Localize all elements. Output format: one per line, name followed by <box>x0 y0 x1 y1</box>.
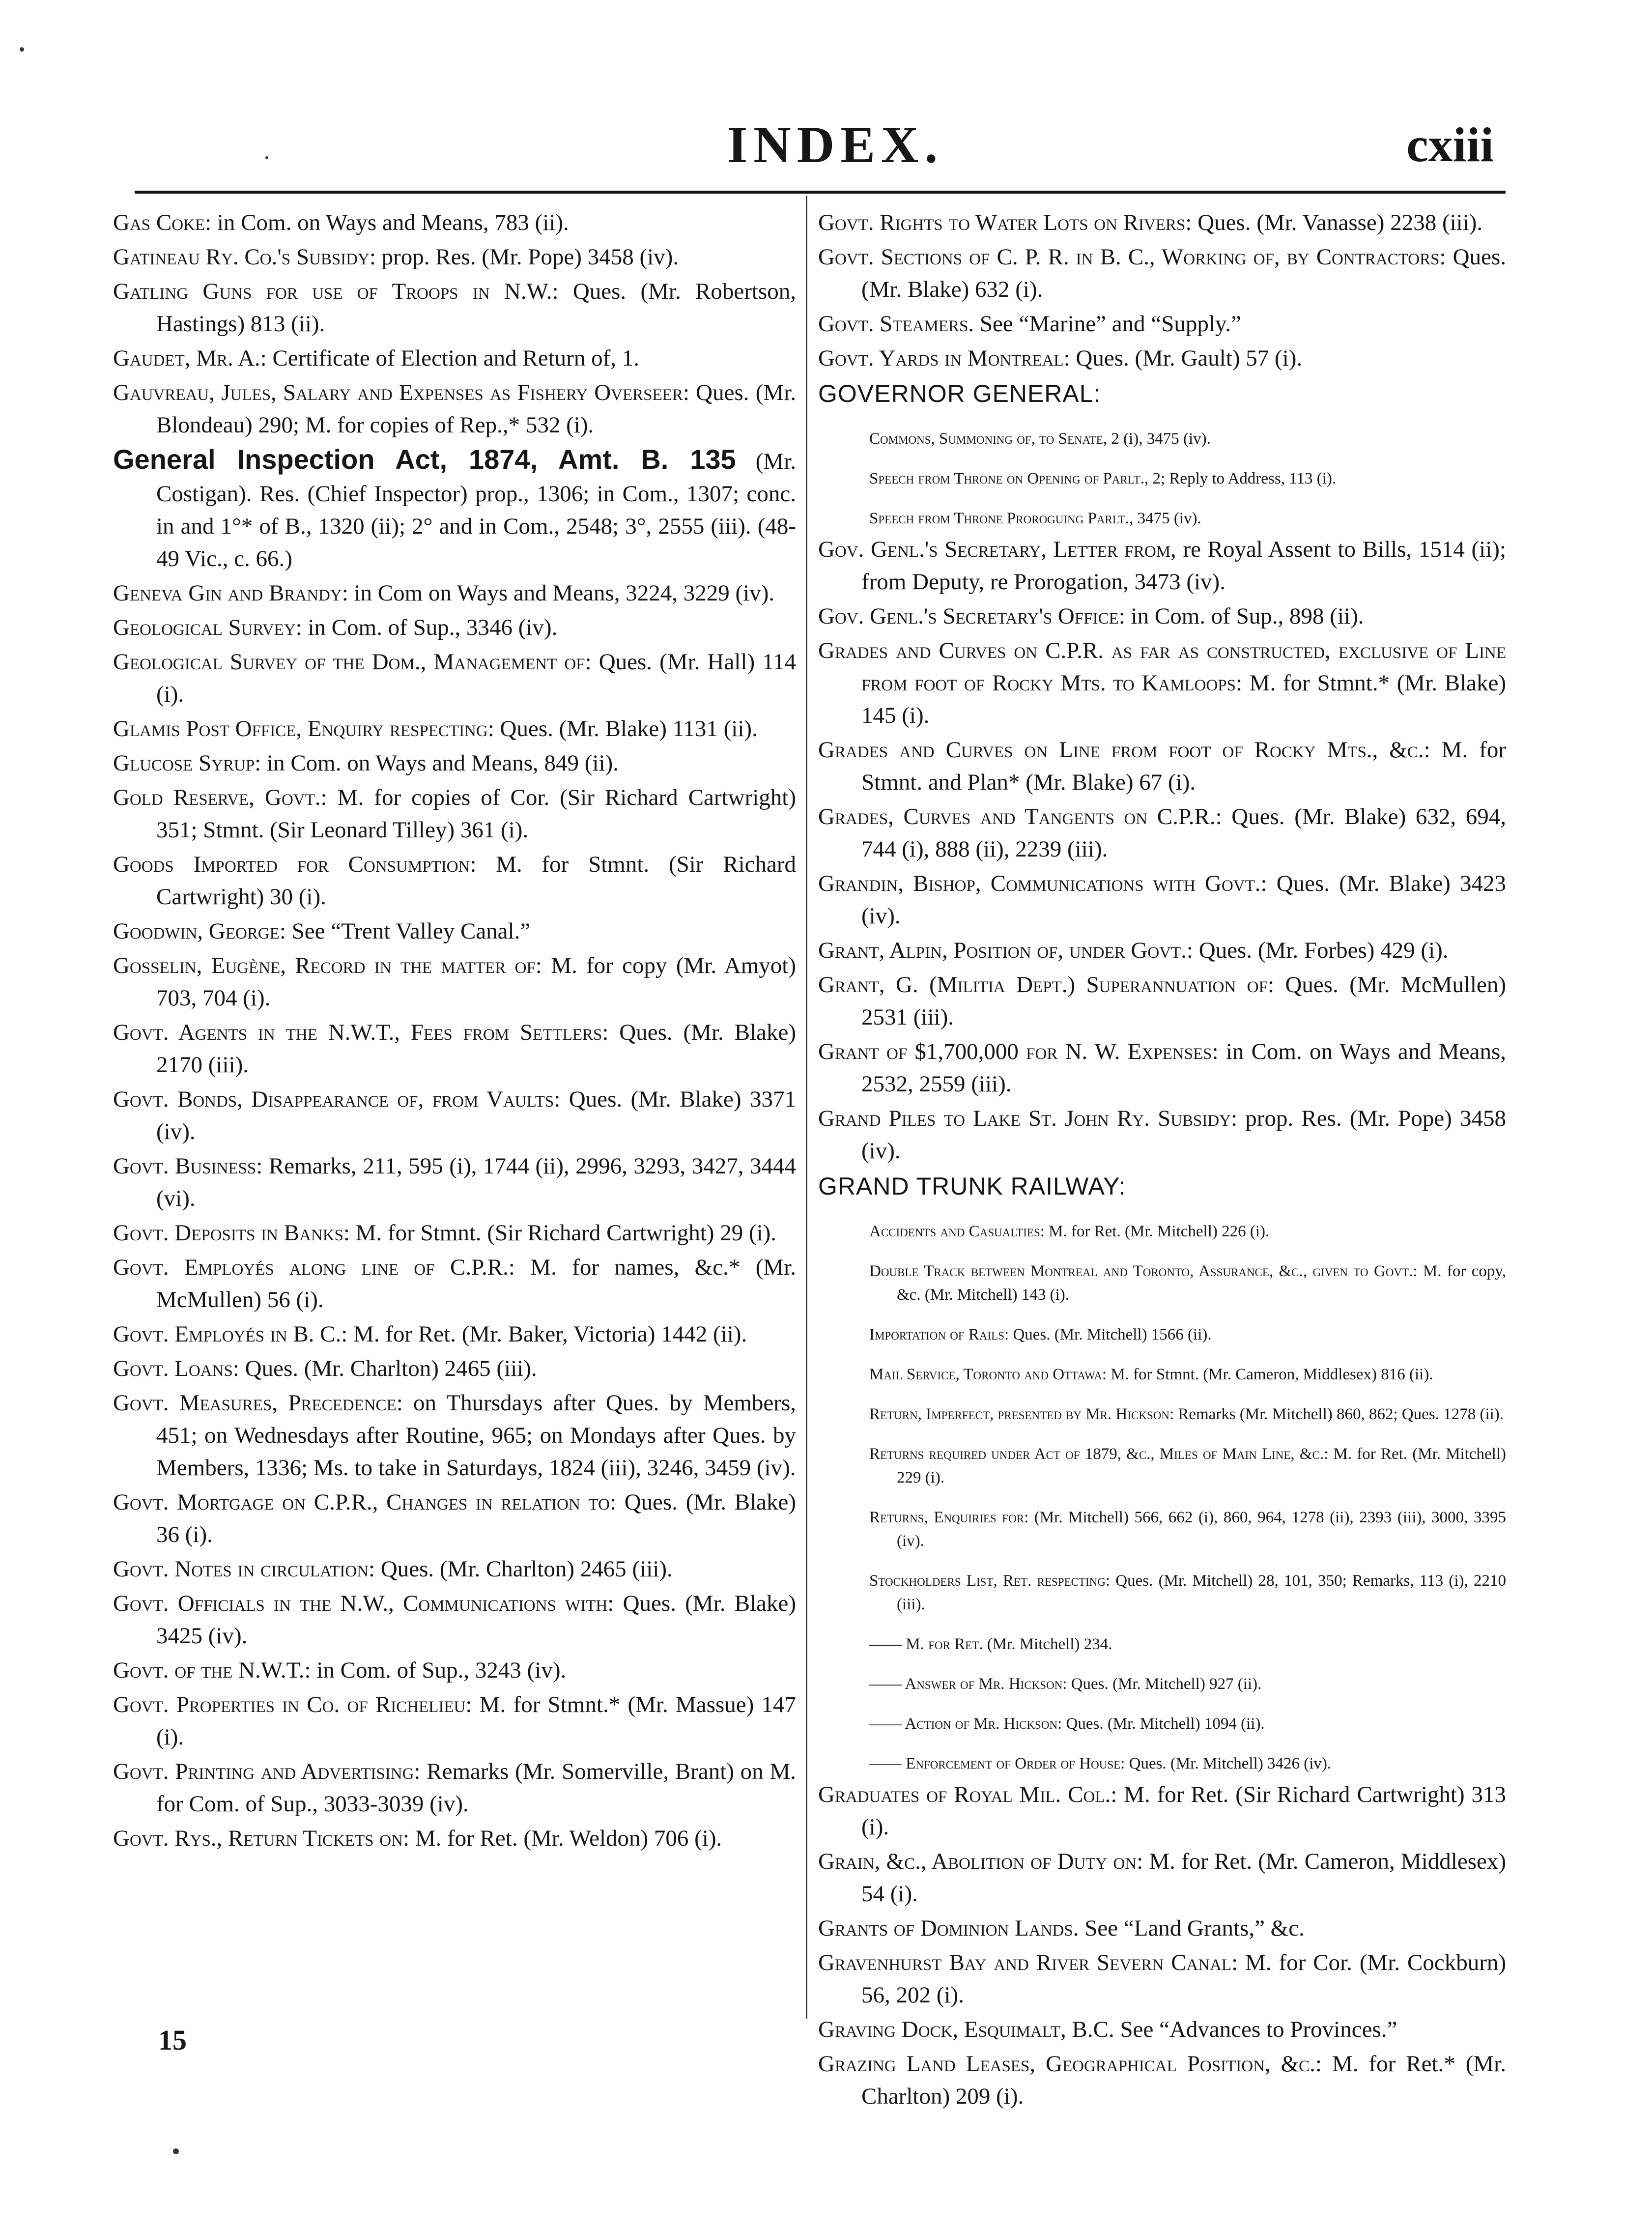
entry-heading: Gravenhurst Bay and River Severn Canal: <box>818 1950 1238 1975</box>
index-entry <box>818 1912 1506 1944</box>
index-entry <box>113 1755 796 1820</box>
entry-heading: Grades, Curves and Tangents on C.P.R.: <box>818 804 1222 829</box>
entry-references: M. for Stmnt.* (Mr. Blake) 145 (i). <box>861 670 1506 728</box>
index-entry <box>113 1251 796 1316</box>
index-entry <box>113 1587 796 1652</box>
index-entry <box>113 1486 796 1551</box>
entry-references: See “Trent Valley Canal.” <box>285 918 531 944</box>
index-entry <box>113 1553 796 1585</box>
entry-references: M. for Stmnt. and Plan* (Mr. Blake) 67 (i). <box>861 737 1507 795</box>
entry-references: prop. Res. (Mr. Pope) 3458 (iv). <box>375 244 679 270</box>
entry-heading: Gatling Guns for use of Troops in N.W.: <box>113 279 559 304</box>
signature-mark: 15 <box>158 2024 187 2056</box>
index-entry <box>113 713 796 745</box>
index-entry <box>113 1016 796 1081</box>
index-subentry <box>823 1506 1506 1553</box>
column-divider <box>806 196 807 2019</box>
entry-references: M. for copies of Cor. (Sir Richard Cartwright) 351; Stmnt. (Sir Leonard Tilley) 361 (i). <box>156 785 796 843</box>
index-entry <box>818 533 1506 598</box>
right-column <box>818 206 1506 2114</box>
governor-general-section <box>818 376 1506 530</box>
entry-references: (Mr. Mitchell) 566, 662 (i), 860, 964, 1278 (ii), 2393 (iii), 3000, 3395 (iv). <box>897 1509 1506 1550</box>
index-subentry <box>823 1220 1506 1243</box>
entry-heading: Returns required under Act of 1879, &c., Miles of Main Line, &c.: <box>869 1445 1329 1463</box>
entry-references: Ques. (Mr. Vanasse) 2238 (iii). <box>1192 210 1483 235</box>
entry-references: re Royal Assent to Bills, 1514 (ii); from Deputy, re Prorogation, 3473 (iv). <box>861 537 1507 595</box>
entry-references: Ques. (Mr. Robertson, Hastings) 813 (ii). <box>156 279 796 337</box>
entry-references: See “Advances to Provinces.” <box>1114 2017 1397 2042</box>
index-subentry <box>823 1323 1506 1346</box>
index-entry <box>818 934 1506 967</box>
section-heading: GRAND TRUNK RAILWAY: <box>818 1172 1126 1200</box>
index-entry <box>818 241 1506 306</box>
entry-heading: Grant, Alpin, Position of, under Govt.: <box>818 938 1193 963</box>
index-subentry <box>823 1712 1506 1736</box>
entry-references: Ques. (Mr. Mitchell) 1566 (ii). <box>1009 1326 1212 1343</box>
index-entry <box>113 611 796 644</box>
index-subentry <box>823 1752 1506 1775</box>
index-entry <box>818 1102 1506 1167</box>
entry-references: Ques. (Mr. Mitchell) 1094 (ii). <box>1062 1715 1265 1733</box>
entry-heading: Glamis Post Office, Enquiry respecting: <box>113 716 494 742</box>
entry-references: on Thursdays after Ques. by Members, 451; on Wednesdays after Routine, 965; on Mondays after Ques. by Members, 1336; Ms. to take in Saturdays, 1824 (iii), 3246, 3459 (iv). <box>156 1390 796 1481</box>
right-entries-bottom <box>818 1778 1506 2113</box>
entry-references: Ques. (Mr. Blake) 36 (i). <box>156 1489 797 1547</box>
entry-heading: Govt. Employés in B. C.: <box>113 1321 348 1347</box>
entry-heading: Govt. of the N.W.T.: <box>113 1657 311 1683</box>
entry-heading: Govt. Deposits in Banks: <box>113 1220 350 1246</box>
entry-references: Ques. (Mr. McMullen) 2531 (iii). <box>861 972 1506 1030</box>
page-number: cxiii <box>1406 117 1494 172</box>
entry-heading: Grades and Curves on Line from foot of Rocky Mts., &c.: <box>818 737 1430 763</box>
entry-references: Ques. (Mr. Blake) 3371 (iv). <box>156 1086 796 1144</box>
entry-heading: Govt. Employés along line of C.P.R.: <box>113 1255 515 1280</box>
index-entry <box>113 1352 796 1385</box>
index-entry <box>113 848 796 913</box>
entry-heading: Grant of $1,700,000 for N. W. Expenses: <box>818 1039 1219 1064</box>
entry-heading: Commons, Summoning of, to Senate, <box>869 430 1108 448</box>
entry-references: Ques. (Mr. Blake) 632, 694, 744 (i), 888 (ii), 2239 (iii). <box>861 804 1506 862</box>
entry-references: M. for Ret. (Mr. Mitchell) 226 (i). <box>1044 1223 1270 1240</box>
entry-references: Ques. (Mr. Mitchell) 28, 101, 350; Remarks, 113 (i), 2210 (iii). <box>897 1572 1506 1613</box>
entry-heading: Gas Coke: <box>113 210 212 235</box>
entry-references: in Com. of Sup., 3346 (iv). <box>302 615 558 640</box>
entry-references: Ques. (Mr. Mitchell) 3426 (iv). <box>1125 1755 1332 1772</box>
index-entry <box>818 1946 1506 2011</box>
entry-heading: Double Track between Montreal and Toronto, Assurance, &c., given to Govt.: <box>869 1262 1418 1280</box>
entry-references: Ques. (Mr. Gault) 57 (i). <box>1070 345 1303 371</box>
index-entry <box>113 646 796 711</box>
entry-references: M. for Stmnt. (Sir Richard Cartwright) 30 (i). <box>156 852 797 910</box>
section-heading: GOVERNOR GENERAL: <box>818 380 1101 407</box>
index-entry <box>113 1387 796 1484</box>
index-entry <box>818 634 1506 732</box>
entry-references: M. for Ret. (Mr. Cameron, Middlesex) 54 (i). <box>861 1849 1506 1907</box>
entry-heading: Mail Service, Toronto and Ottawa: <box>869 1366 1107 1383</box>
entry-references: prop. Res. (Mr. Pope) 3458 (iv). <box>861 1106 1506 1164</box>
entry-heading: Govt. Yards in Montreal: <box>818 345 1070 371</box>
index-entry <box>113 206 796 239</box>
entry-references: Ques. (Mr. Blake) 632 (i). <box>861 244 1507 302</box>
entry-references: (Mr. Mitchell) 234. <box>983 1635 1112 1653</box>
entry-heading: Grain, &c., Abolition of Duty on: <box>818 1849 1143 1874</box>
entry-references: 3475 (iv). <box>1133 510 1201 527</box>
entry-references: M. for copy, &c. (Mr. Mitchell) 143 (i). <box>897 1262 1506 1304</box>
entry-heading: Glucose Syrup: <box>113 750 261 776</box>
index-entry <box>113 1688 796 1753</box>
entry-heading: —— Enforcement of Order of House: <box>869 1755 1125 1772</box>
entry-references: Ques. (Mr. Blake) 1131 (ii). <box>494 716 758 742</box>
index-entry <box>113 376 796 441</box>
page-title: INDEX. <box>727 116 944 173</box>
entry-heading: Graving Dock, Esquimalt, B.C. <box>818 2017 1114 2042</box>
entry-references: M. for copy (Mr. Amyot) 703, 704 (i). <box>156 953 796 1011</box>
index-entry <box>113 747 796 779</box>
entry-references: Remarks (Mr. Mitchell) 860, 862; Ques. 1278 (ii). <box>1174 1405 1504 1423</box>
entry-heading: Govt. Agents in the N.W.T., Fees from Settlers: <box>113 1020 609 1045</box>
index-subentry <box>823 467 1506 490</box>
entry-references: in Com. on Ways and Means, 783 (ii). <box>211 210 569 235</box>
entry-references: M. for Cor. (Mr. Cockburn) 56, 202 (i). <box>861 1950 1506 2008</box>
index-subentry <box>823 427 1506 451</box>
speck-mark <box>20 47 24 52</box>
speck-mark <box>173 2148 179 2154</box>
entry-heading: Geneva Gin and Brandy: <box>113 580 348 606</box>
entry-heading: Govt. Measures, Precedence: <box>113 1390 403 1416</box>
index-entry <box>113 275 796 340</box>
entry-references: in Com. of Sup., 898 (ii). <box>1125 603 1364 629</box>
index-subentry <box>823 1442 1506 1489</box>
entry-heading: —— Action of Mr. Hickson: <box>869 1715 1062 1733</box>
index-subentry <box>823 1569 1506 1616</box>
index-entry <box>113 577 796 609</box>
entry-heading: Accidents and Casualties: <box>869 1223 1045 1240</box>
entry-references: 2 (i), 3475 (iv). <box>1107 430 1211 448</box>
left-column <box>113 206 796 1857</box>
entry-heading: Speech from Throne on Opening of Parlt., <box>869 470 1149 487</box>
index-entry <box>113 915 796 947</box>
grand-trunk-subentries <box>818 1220 1506 1775</box>
index-subentry <box>823 507 1506 530</box>
entry-references: See “Land Grants,” &c. <box>1079 1915 1305 1941</box>
entry-references: Ques. (Mr. Blondeau) 290; M. for copies of Rep.,* 532 (i). <box>156 380 797 438</box>
entry-heading: General Inspection Act, 1874, Amt. B. 135 <box>113 444 736 475</box>
entry-heading: Govt. Printing and Advertising: <box>113 1759 421 1784</box>
entry-heading: Grant, G. (Militia Dept.) Superannuation of: <box>818 972 1275 998</box>
entry-heading: Govt. Bonds, Disappearance of, from Vaults: <box>113 1086 561 1112</box>
index-subentry <box>823 1402 1506 1426</box>
entry-references: Ques. (Mr. Mitchell) 927 (ii). <box>1067 1675 1262 1693</box>
entry-heading: Gatineau Ry. Co.'s Subsidy: <box>113 244 376 270</box>
index-entry <box>818 1778 1506 1843</box>
entry-heading: Grand Piles to Lake St. John Ry. Subsidy: <box>818 1106 1238 1131</box>
entry-heading: Speech from Throne Proroguing Parlt., <box>869 510 1134 527</box>
governor-general-subentries <box>818 427 1506 530</box>
index-entry <box>113 781 796 846</box>
entry-heading: Govt. Properties in Co. of Richelieu: <box>113 1692 472 1717</box>
entry-references: Ques. (Mr. Charlton) 2465 (iii). <box>375 1556 673 1582</box>
entry-heading: Returns, Enquiries for: <box>869 1509 1029 1526</box>
index-entry <box>818 969 1506 1033</box>
entry-heading: Grades and Curves on C.P.R. as far as constructed, exclusive of Line from foot of Rocky Mts. to Kamloops: <box>818 638 1506 696</box>
entry-references: Remarks (Mr. Somerville, Brant) on M. for Com. of Sup., 3033-3039 (iv). <box>156 1759 796 1817</box>
entry-heading: Gold Reserve, Govt.: <box>113 785 327 810</box>
entry-heading: Govt. Notes in circulation: <box>113 1556 375 1582</box>
entry-heading: Gov. Genl.'s Secretary's Office: <box>818 603 1125 629</box>
entry-heading: Govt. Sections of C. P. R. in B. C., Working of, by Contractors: <box>818 244 1446 270</box>
index-subentry <box>823 1632 1506 1656</box>
index-entry <box>818 308 1506 340</box>
entry-heading: Grazing Land Leases, Geographical Position, &c.: <box>818 2051 1322 2077</box>
entry-heading: Govt. Steamers. <box>818 311 974 337</box>
entry-references: in Com on Ways and Means, 3224, 3229 (iv). <box>348 580 775 606</box>
index-subentry <box>823 1363 1506 1386</box>
entry-heading: Govt. Mortgage on C.P.R., Changes in relation to: <box>113 1489 616 1515</box>
entry-heading: Govt. Rys., Return Tickets on: <box>113 1826 409 1851</box>
index-entry <box>113 1150 796 1215</box>
index-entry <box>818 1035 1506 1100</box>
entry-references: 2; Reply to Address, 113 (i). <box>1148 470 1337 487</box>
entry-references: Ques. (Mr. Blake) 3425 (iv). <box>156 1591 797 1649</box>
index-entry <box>818 342 1506 374</box>
entry-heading: Govt. Rights to Water Lots on Rivers: <box>818 210 1192 235</box>
index-entry <box>113 1217 796 1249</box>
entry-heading: Stockholders List, Ret. respecting: <box>869 1572 1111 1590</box>
index-entry <box>113 241 796 273</box>
entry-references: Ques. (Mr. Blake) 2170 (iii). <box>156 1020 796 1078</box>
entry-heading: Geological Survey of the Dom., Management of: <box>113 649 592 675</box>
entry-references: M. for names, &c.* (Mr. McMullen) 56 (i). <box>156 1255 796 1313</box>
entry-heading: Govt. Business: <box>113 1153 263 1179</box>
index-entry <box>113 342 796 374</box>
index-subentry <box>823 1259 1506 1307</box>
entry-references: (Mr. Costigan). Res. (Chief Inspector) prop., 1306; in Com., 1307; conc. in and 1°* of B., 1320 (ii); 2° and in Com., 2548; 3°, 2555 (iii). (48-49 Vic., c. 66.) <box>156 449 797 571</box>
entry-references: M. for Stmnt.* (Mr. Massue) 147 (i). <box>156 1692 796 1750</box>
index-entry <box>113 1654 796 1686</box>
entry-references: in Com. on Ways and Means, 849 (ii). <box>261 750 619 776</box>
entry-heading: Goods Imported for Consumption: <box>113 852 477 877</box>
entry-references: M. for Ret. (Mr. Baker, Victoria) 1442 (ii). <box>347 1321 747 1347</box>
entry-heading: Importation of Rails: <box>869 1326 1009 1343</box>
right-entries-mid <box>818 533 1506 1167</box>
entry-references: Remarks, 211, 595 (i), 1744 (ii), 2996, 3293, 3427, 3444 (vi). <box>156 1153 796 1211</box>
index-entry <box>818 2013 1506 2046</box>
right-entries-top <box>818 206 1506 374</box>
entry-references: Ques. (Mr. Hall) 114 (i). <box>156 649 797 707</box>
entry-references: M. for Ret. (Mr. Weldon) 706 (i). <box>409 1826 722 1851</box>
entry-references: M. for Ret. (Sir Richard Cartwright) 313 (i). <box>861 1782 1506 1840</box>
index-entry <box>113 1318 796 1350</box>
entry-references: in Com. of Sup., 3243 (iv). <box>311 1657 567 1683</box>
entry-references: M. for Ret.* (Mr. Charlton) 209 (i). <box>861 2051 1506 2109</box>
entry-references: M. for Stmnt. (Sir Richard Cartwright) 29 (i). <box>349 1220 777 1246</box>
entry-references: in Com. on Ways and Means, 2532, 2559 (iii). <box>861 1039 1506 1097</box>
entry-references: See “Marine” and “Supply.” <box>974 311 1241 337</box>
index-entry <box>818 734 1506 799</box>
entry-heading: Govt. Officials in the N.W., Communications with: <box>113 1591 614 1616</box>
entry-heading: Grants of Dominion Lands. <box>818 1915 1079 1941</box>
entry-heading: Govt. Loans: <box>113 1356 239 1381</box>
entry-heading: Goodwin, George: <box>113 918 286 944</box>
index-entry <box>818 2048 1506 2113</box>
grand-trunk-section <box>818 1169 1506 1775</box>
speck-mark <box>265 156 268 159</box>
entry-heading: —— M. for Ret. <box>869 1635 983 1653</box>
index-entry <box>818 600 1506 632</box>
entry-references: Ques. (Mr. Blake) 3423 (iv). <box>861 871 1506 929</box>
entry-heading: Return, Imperfect, presented by Mr. Hickson: <box>869 1405 1174 1423</box>
header-rule <box>135 191 1506 194</box>
entry-references: Ques. (Mr. Charlton) 2465 (iii). <box>239 1356 537 1381</box>
entry-heading: Gauvreau, Jules, Salary and Expenses as Fishery Overseer: <box>113 380 689 405</box>
entry-references: M. for Stmnt. (Mr. Cameron, Middlesex) 816 (ii). <box>1107 1366 1433 1383</box>
index-subentry <box>823 1672 1506 1696</box>
index-entry <box>818 206 1506 239</box>
entry-references: Certificate of Election and Return of, 1. <box>266 345 639 371</box>
entry-heading: Graduates of Royal Mil. Col.: <box>818 1782 1117 1807</box>
index-entry <box>818 867 1506 932</box>
entry-heading: Gov. Genl.'s Secretary, Letter from, <box>818 537 1176 562</box>
entry-references: Ques. (Mr. Forbes) 429 (i). <box>1193 938 1449 963</box>
index-entry <box>113 1083 796 1148</box>
index-entry <box>113 1822 796 1855</box>
entry-heading: Gaudet, Mr. A.: <box>113 345 267 371</box>
index-entry <box>818 800 1506 865</box>
index-entry <box>113 949 796 1014</box>
entry-heading: —— Answer of Mr. Hickson: <box>869 1675 1067 1693</box>
index-entry <box>818 1845 1506 1910</box>
entry-references: M. for Ret. (Mr. Mitchell) 229 (i). <box>897 1445 1506 1486</box>
entry-heading: Grandin, Bishop, Communications with Govt.: <box>818 871 1267 896</box>
entry-heading: Gosselin, Eugène, Record in the matter of: <box>113 953 542 978</box>
entry-heading: Geological Survey: <box>113 615 302 640</box>
index-entry <box>113 443 796 575</box>
